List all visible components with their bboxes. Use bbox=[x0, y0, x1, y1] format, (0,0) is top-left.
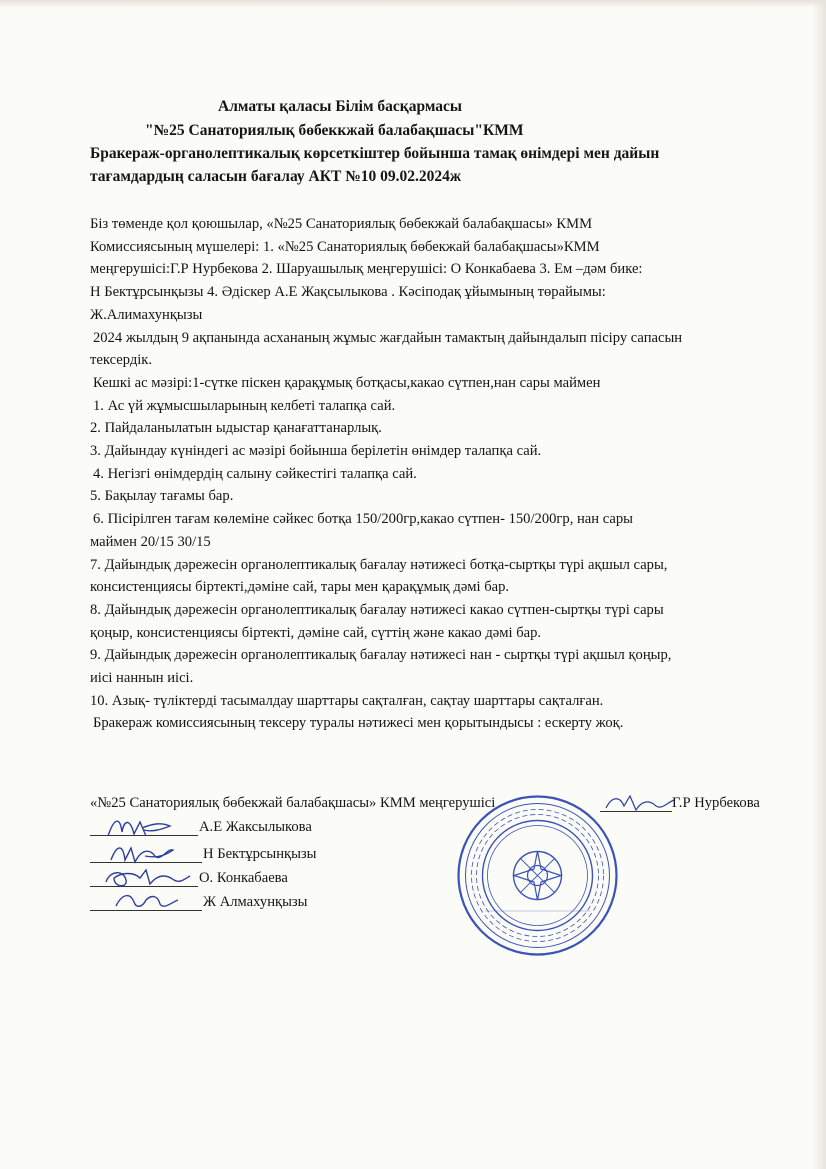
scan-right-edge bbox=[812, 0, 826, 1169]
document-title-line1: Бракераж-органолептикалық көрсеткіштер бойынша тамақ өнімдері мен дайын bbox=[90, 145, 660, 162]
list-item: 8. Дайындық дәрежесін органолептикалық бағалау нәтижесі какао сүтпен-сыртқы түрі сары bbox=[90, 601, 664, 618]
list-item: 1. Ас үй жұмысшыларының келбеті талапқа сай. bbox=[93, 397, 396, 414]
list-item: 5. Бақылау тағамы бар. bbox=[90, 488, 234, 505]
list-item: 3. Дайындау күніндегі ас мәзірі бойынша берілетін өнімдер талапқа сай. bbox=[90, 443, 542, 460]
handwritten-signature bbox=[108, 888, 188, 914]
official-seal-stamp bbox=[455, 793, 620, 958]
check-line: тексердік. bbox=[90, 352, 153, 369]
conclusion-line: Бракераж комиссиясының тексеру туралы нәтижесі мен қорытындысы : ескерту жоқ. bbox=[93, 715, 624, 732]
header-organization: "№25 Санаториялық бөбеккжай балабақшасы"КММ bbox=[145, 122, 524, 139]
document-title-line2: тағамдардың саласын бағалау АКТ №10 09.02.2024ж bbox=[90, 168, 462, 185]
signature-name: Ж Алмахунқызы bbox=[203, 894, 308, 910]
list-item-continuation: қоңыр, консистенциясы біртекті, дәміне сай, сүттің және какао дәмі бар. bbox=[90, 624, 542, 641]
list-item-continuation: иісі наннын иісі. bbox=[90, 670, 194, 687]
signature-name: Н Бектұрсынқызы bbox=[203, 846, 317, 862]
list-item: 6. Пісірілген тағам көлеміне сәйкес ботқа 150/200гр,какао сүтпен- 150/200гр, нан сары bbox=[93, 511, 633, 528]
intro-line: Біз төменде қол қоюшылар, «№25 Санаториялық бөбекжай балабақшасы» КММ bbox=[90, 216, 593, 232]
head-name: Г.Р Нурбекова bbox=[672, 795, 760, 811]
head-role: «№25 Санаториялық бөбекжай балабақшасы» КММ меңгерушісі bbox=[90, 795, 496, 811]
list-item: 4. Негізгі өнімдердің салыну сәйкестігі талапқа сай. bbox=[93, 465, 417, 482]
list-item-continuation: консистенциясы біртекті,дәміне сай, тары мен қарақұмық дәмі бар. bbox=[90, 579, 510, 596]
intro-line: Ж.Алимахунқызы bbox=[90, 306, 203, 323]
intro-line: Н Бектұрсынқызы 4. Әдіскер А.Е Жақсылыкова . Кәсіподақ ұйымының төрайымы: bbox=[90, 284, 606, 301]
scan-top-edge bbox=[0, 0, 826, 8]
list-item: 9. Дайындық дәрежесін органолептикалық бағалау нәтижесі нан - сыртқы түрі ақшыл қоңыр, bbox=[90, 647, 672, 664]
check-line: 2024 жылдың 9 ақпанында асхананың жұмыс жағдайын тамактың дайындалып пісіру сапасын bbox=[93, 329, 683, 346]
list-item-continuation: маймен 20/15 30/15 bbox=[90, 533, 211, 550]
list-item: 2. Пайдаланылатын ыдыстар қанағаттанарлық. bbox=[90, 420, 382, 437]
list-item: 10. Азық- түліктерді тасымалдау шарттары сақталған, сақтау шарттары сақталған. bbox=[90, 692, 604, 709]
handwritten-signature bbox=[100, 812, 190, 842]
intro-line: меңгерушісі:Г.Р Нурбекова 2. Шаруашылық меңгерушісі: О Конкабаева 3. Ем –дәм бике: bbox=[90, 261, 643, 278]
signature-name: А.Е Жаксылыкова bbox=[199, 819, 312, 835]
signature-name: О. Конкабаева bbox=[199, 870, 288, 886]
header-institution: Алматы қаласы Білім басқармасы bbox=[218, 98, 463, 115]
list-item: 7. Дайындық дәрежесін органолептикалық бағалау нәтижесі ботқа-сыртқы түрі ақшыл сары, bbox=[90, 556, 668, 573]
intro-line: Комиссиясының мүшелері: 1. «№25 Санаториялық бөбекжай балабақшасы»КММ bbox=[90, 238, 600, 255]
document-body bbox=[90, 213, 780, 735]
menu-line: Кешкі ас мәзірі:1-сүтке піскен қарақұмық ботқасы,какао сүтпен,нан сары маймен bbox=[93, 374, 601, 391]
